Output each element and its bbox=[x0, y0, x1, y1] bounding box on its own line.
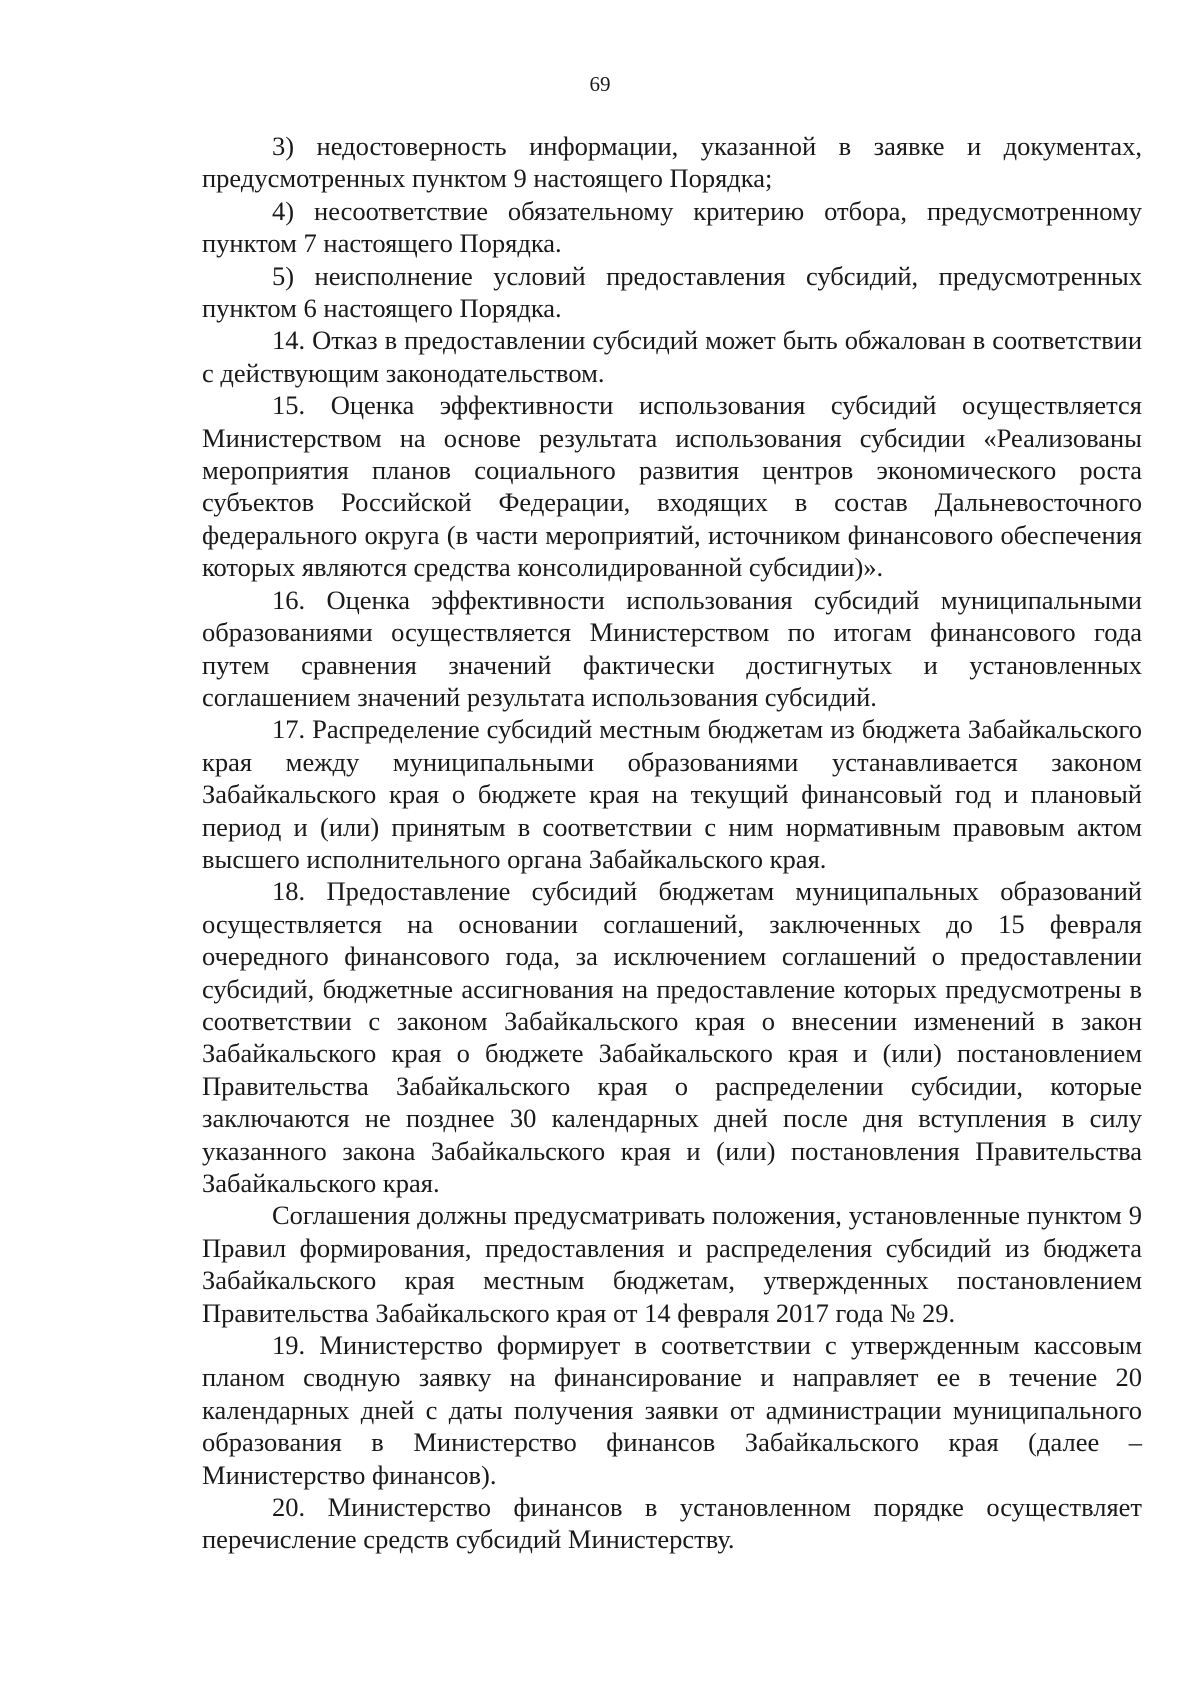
paragraph-item-3: 3) недостоверность информации, указанной в заявке и документах, предусмотренных пунктом 9 настоящего Порядка; bbox=[202, 131, 1142, 194]
paragraph-clause-20: 20. Министерство финансов в установленном порядке осуществляет перечисление средств субсидий Министерству. bbox=[202, 1492, 1142, 1555]
document-body bbox=[202, 130, 1142, 1556]
paragraph-clause-14: 14. Отказ в предоставлении субсидий может быть обжалован в соответствии с действующим законодательством. bbox=[202, 325, 1142, 388]
paragraph-clause-17: 17. Распределение субсидий местным бюджетам из бюджета Забайкальского края между муниципальными образованиями устанавливается законом Забайкальского края о бюджете края на текущий финансовый год и плановый период и (или) принятым в соответствии с ним нормативным правовым актом высшего исполнительного органа Забайкальского края. bbox=[202, 714, 1142, 874]
paragraph-clause-15: 15. Оценка эффективности использования субсидий осуществляется Министерством на основе результата использования субсидии «Реализованы мероприятия планов социального развития центров экономического роста субъектов Российской Федерации, входящих в состав Дальневосточного федерального округа (в части мероприятий, источником финансового обеспечения которых являются средства консолидированной субсидии)». bbox=[202, 390, 1142, 583]
paragraph-clause-19: 19. Министерство формирует в соответствии с утвержденным кассовым планом сводную заявку на финансирование и направляет ее в течение 20 календарных дней с даты получения заявки от администрации муниципального образования в Министерство финансов Забайкальского края (далее – Министерство финансов). bbox=[202, 1330, 1142, 1490]
paragraph-item-4: 4) несоответствие обязательному критерию отбора, предусмотренному пунктом 7 настоящего Порядка. bbox=[202, 195, 1142, 259]
paragraph-clause-18: 18. Предоставление субсидий бюджетам муниципальных образований осуществляется на основании соглашений, заключенных до 15 февраля очередного финансового года, за исключением соглашений о предоставлении субсидий, бюджетные ассигнования на предоставление которых предусмотрены в соответствии с законом Забайкальского края о внесении изменений в закон Забайкальского края о бюджете Забайкальского края и (или) постановлением Правительства Забайкальского края о распределении субсидии, которые заключаются не позднее 30 календарных дней после дня вступления в силу указанного закона Забайкальского края и (или) постановления Правительства Забайкальского края. bbox=[202, 876, 1142, 1198]
page-number: 69 bbox=[589, 72, 611, 96]
paragraph-item-5: 5) неисполнение условий предоставления субсидий, предусмотренных пунктом 6 настоящего Порядка. bbox=[202, 260, 1142, 324]
paragraph-agreements: Соглашения должны предусматривать положения, установленные пунктом 9 Правил формирования, предоставления и распределения субсидий из бюджета Забайкальского края местным бюджетам, утвержденных постановлением Правительства Забайкальского края от 14 февраля 2017 года № 29. bbox=[202, 1200, 1142, 1328]
paragraph-clause-16: 16. Оценка эффективности использования субсидий муниципальными образованиями осуществляется Министерством по итогам финансового года путем сравнения значений фактически достигнутых и установленных соглашением значений результата использования субсидий. bbox=[202, 584, 1142, 712]
